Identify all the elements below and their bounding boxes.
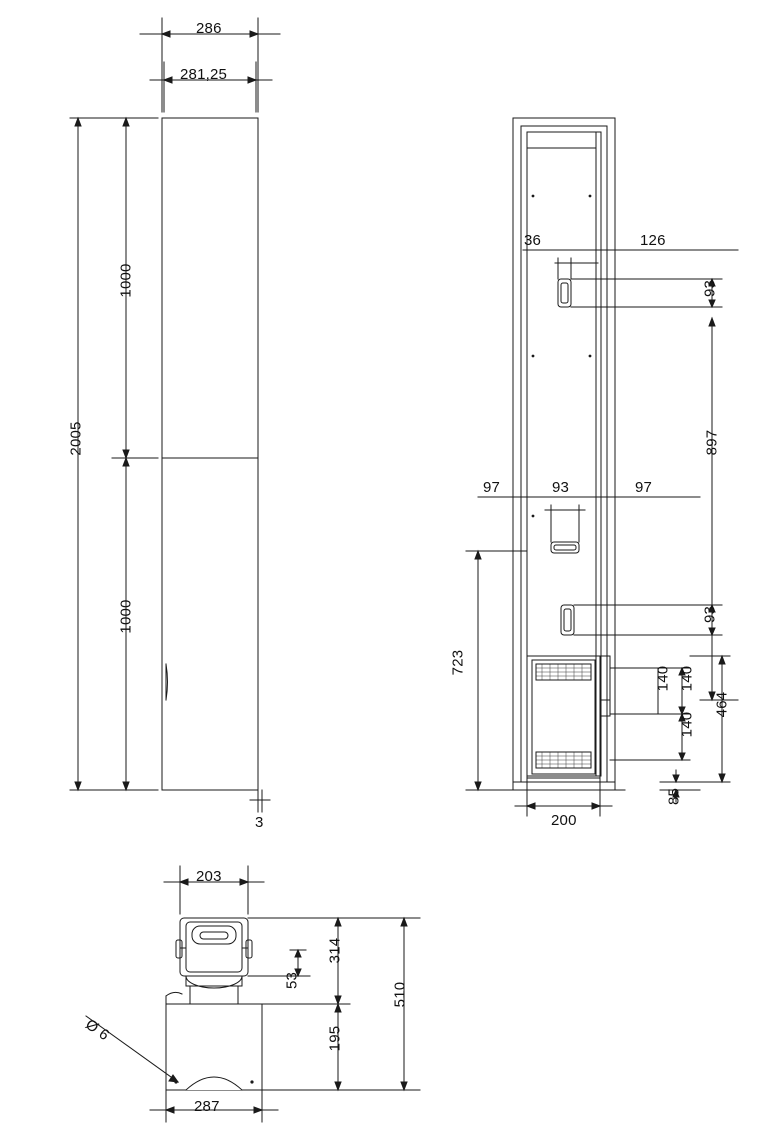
dim-front-lower-height: 723 (449, 649, 467, 676)
dim-front-base-height: 85 (665, 787, 683, 806)
dim-side-height-total: 2005 (67, 421, 85, 456)
dim-front-right-offset: 97 (635, 479, 653, 496)
dim-top-hole-diameter: Ø 6 (82, 1016, 113, 1045)
dim-top-depth-front: 53 (283, 971, 301, 990)
dim-front-slot-right: 126 (640, 232, 666, 249)
dim-front-slot-offset: 36 (524, 232, 542, 249)
top-view-dimensions (86, 866, 420, 1122)
dim-top-outer-width: 287 (194, 1098, 220, 1115)
dim-front-segment-c: 140 (678, 711, 696, 738)
dim-front-basket-width: 200 (551, 812, 577, 829)
dim-top-depth-mid: 314 (326, 937, 344, 964)
dim-side-height-upper: 1000 (117, 263, 135, 298)
front-view-geometry (505, 118, 625, 790)
dim-top-depth-total: 510 (391, 981, 409, 1008)
dim-front-slot-height-top: 93 (701, 279, 719, 298)
dim-side-height-lower: 1000 (117, 599, 135, 634)
dim-side-width-outer: 286 (196, 20, 222, 37)
top-view-geometry (166, 918, 262, 1090)
dim-top-inner-width: 203 (196, 868, 222, 885)
dim-front-overall-inner: 897 (703, 429, 721, 456)
dim-front-center-width: 93 (552, 479, 570, 496)
front-dimensions (466, 250, 738, 816)
dim-front-segment-a: 140 (654, 665, 672, 692)
dim-front-segment-b: 140 (678, 665, 696, 692)
side-view-geometry (162, 118, 258, 790)
dim-front-basket-total: 464 (713, 691, 731, 718)
dim-front-left-offset: 97 (483, 479, 501, 496)
dim-front-slot-height-bottom: 93 (701, 605, 719, 624)
dim-top-depth-rear: 195 (326, 1025, 344, 1052)
dim-side-width-inner: 281,25 (180, 66, 228, 83)
side-dim-3 (250, 790, 270, 812)
dim-side-thickness: 3 (255, 814, 264, 831)
